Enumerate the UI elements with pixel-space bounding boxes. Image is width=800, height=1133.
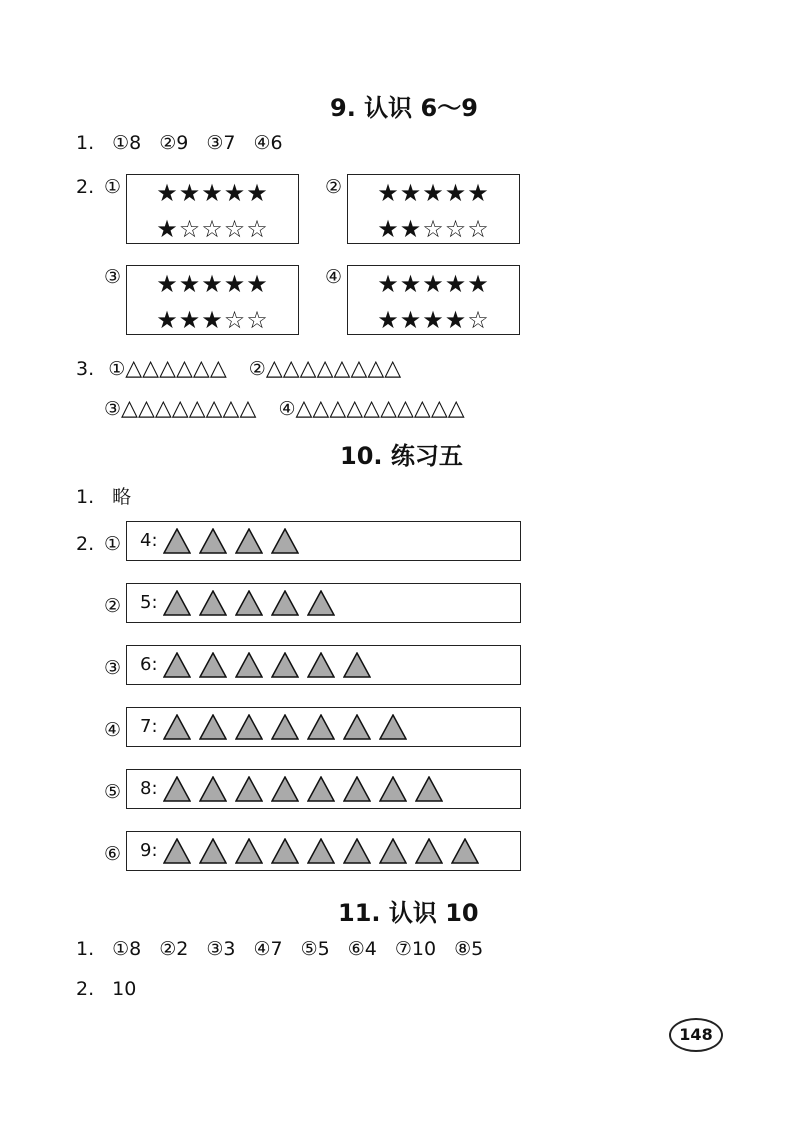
item-label: ① [108, 358, 126, 380]
row-label: ① [104, 533, 122, 555]
gray-triangle [163, 838, 191, 864]
gray-triangle [199, 590, 227, 616]
section-title-10: 10. 练习五 [340, 442, 463, 470]
mixed-stars-row: ★★★★☆ [377, 306, 490, 334]
gray-triangle [199, 528, 227, 554]
gray-triangle [343, 776, 371, 802]
answer-text: 略 [112, 486, 132, 508]
count-label: 7: [140, 716, 158, 737]
box-label: ① [104, 176, 122, 198]
s9-q1-line [76, 132, 301, 154]
mixed-stars-row: ★★★☆☆ [156, 306, 269, 334]
gray-triangle [235, 652, 263, 678]
q-number: 2. [76, 176, 95, 198]
gray-triangle [415, 776, 443, 802]
gray-triangle [307, 776, 335, 802]
item-label: ② [248, 358, 266, 380]
filled-stars-row: ★★★★★ [377, 270, 490, 298]
count-label: 5: [140, 592, 158, 613]
mixed-stars-row: ★☆☆☆☆ [156, 215, 269, 243]
hollow-triangles: △△△△△△△△ [265, 356, 402, 381]
gray-triangle [379, 776, 407, 802]
answer-item: ④6 [253, 132, 283, 154]
gray-triangle [163, 652, 191, 678]
filled-stars-row: ★★★★★ [156, 179, 269, 207]
row-label: ⑥ [104, 843, 122, 865]
gray-triangle [163, 590, 191, 616]
gray-triangle [307, 714, 335, 740]
gray-triangle [199, 776, 227, 802]
gray-triangle [271, 590, 299, 616]
gray-triangle [235, 528, 263, 554]
triangle-box [126, 831, 521, 871]
hollow-triangles: △△△△△△△△△△ [295, 396, 465, 421]
gray-triangle [307, 652, 335, 678]
box-label: ③ [104, 266, 122, 288]
box-label: ② [325, 176, 343, 198]
gray-triangle [235, 838, 263, 864]
mixed-stars-row: ★★☆☆☆ [377, 215, 490, 243]
count-label: 8: [140, 778, 158, 799]
triangle-group [163, 776, 451, 802]
section-title-9: 9. 认识 6～9 [330, 94, 478, 122]
filled-stars-row: ★★★★★ [377, 179, 490, 207]
triangle-group [163, 528, 307, 554]
star-box [347, 265, 520, 335]
count-label: 6: [140, 654, 158, 675]
s9-q3-line2 [104, 396, 465, 421]
answer-item: ⑧5 [454, 938, 484, 960]
s10-q1-line [76, 482, 131, 509]
answer-item: ②9 [159, 132, 189, 154]
gray-triangle [235, 776, 263, 802]
s11-q1-line [76, 938, 501, 960]
gray-triangle [271, 838, 299, 864]
answer-item: ②2 [159, 938, 189, 960]
q-number: 2. [76, 978, 95, 1000]
answer-text: 10 [112, 978, 137, 1000]
gray-triangle [343, 652, 371, 678]
q-number: 1. [76, 486, 95, 508]
section-title-11: 11. 认识 10 [338, 899, 479, 927]
gray-triangle [415, 838, 443, 864]
hollow-triangles: △△△△△△△△ [121, 396, 257, 421]
gray-triangle [271, 776, 299, 802]
answer-item: ①8 [112, 132, 142, 154]
row-label: ③ [104, 657, 122, 679]
gray-triangle [199, 714, 227, 740]
star-box [347, 174, 520, 244]
row-label: ⑤ [104, 781, 122, 803]
item-label: ④ [278, 398, 296, 420]
gray-triangle [271, 714, 299, 740]
item-label: ③ [104, 398, 122, 420]
gray-triangle [163, 776, 191, 802]
gray-triangle [163, 528, 191, 554]
triangle-box [126, 645, 521, 685]
gray-triangle [343, 714, 371, 740]
star-box [126, 174, 299, 244]
gray-triangle [271, 652, 299, 678]
box-label: ④ [325, 266, 343, 288]
answer-item: ⑤5 [300, 938, 330, 960]
q-number: 1. [76, 938, 95, 960]
triangle-box [126, 769, 521, 809]
triangle-group [163, 652, 379, 678]
answer-item: ③3 [206, 938, 236, 960]
row-label: ② [104, 595, 122, 617]
s11-q2-line [76, 978, 136, 1000]
gray-triangle [343, 838, 371, 864]
gray-triangle [379, 714, 407, 740]
gray-triangle [235, 590, 263, 616]
gray-triangle [199, 838, 227, 864]
count-label: 4: [140, 530, 158, 551]
answer-item: ④7 [253, 938, 283, 960]
triangle-box [126, 583, 521, 623]
s9-q3-line1 [76, 356, 401, 381]
count-label: 9: [140, 840, 158, 861]
q-number: 3. [76, 358, 95, 380]
hollow-triangles: △△△△△△ [125, 356, 227, 381]
star-box [126, 265, 299, 335]
triangle-box [126, 521, 521, 561]
triangle-group [163, 838, 487, 864]
answer-item: ⑦10 [394, 938, 437, 960]
gray-triangle [199, 652, 227, 678]
answer-item: ⑥4 [347, 938, 377, 960]
answer-item: ③7 [206, 132, 236, 154]
q-number: 1. [76, 132, 95, 154]
filled-stars-row: ★★★★★ [156, 270, 269, 298]
gray-triangle [307, 838, 335, 864]
answer-item: ①8 [112, 938, 142, 960]
row-label: ④ [104, 719, 122, 741]
gray-triangle [271, 528, 299, 554]
triangle-group [163, 590, 343, 616]
gray-triangle [451, 838, 479, 864]
triangle-group [163, 714, 415, 740]
gray-triangle [379, 838, 407, 864]
page-number: 148 [669, 1018, 723, 1052]
gray-triangle [163, 714, 191, 740]
gray-triangle [307, 590, 335, 616]
gray-triangle [235, 714, 263, 740]
triangle-box [126, 707, 521, 747]
q-number: 2. [76, 533, 95, 555]
